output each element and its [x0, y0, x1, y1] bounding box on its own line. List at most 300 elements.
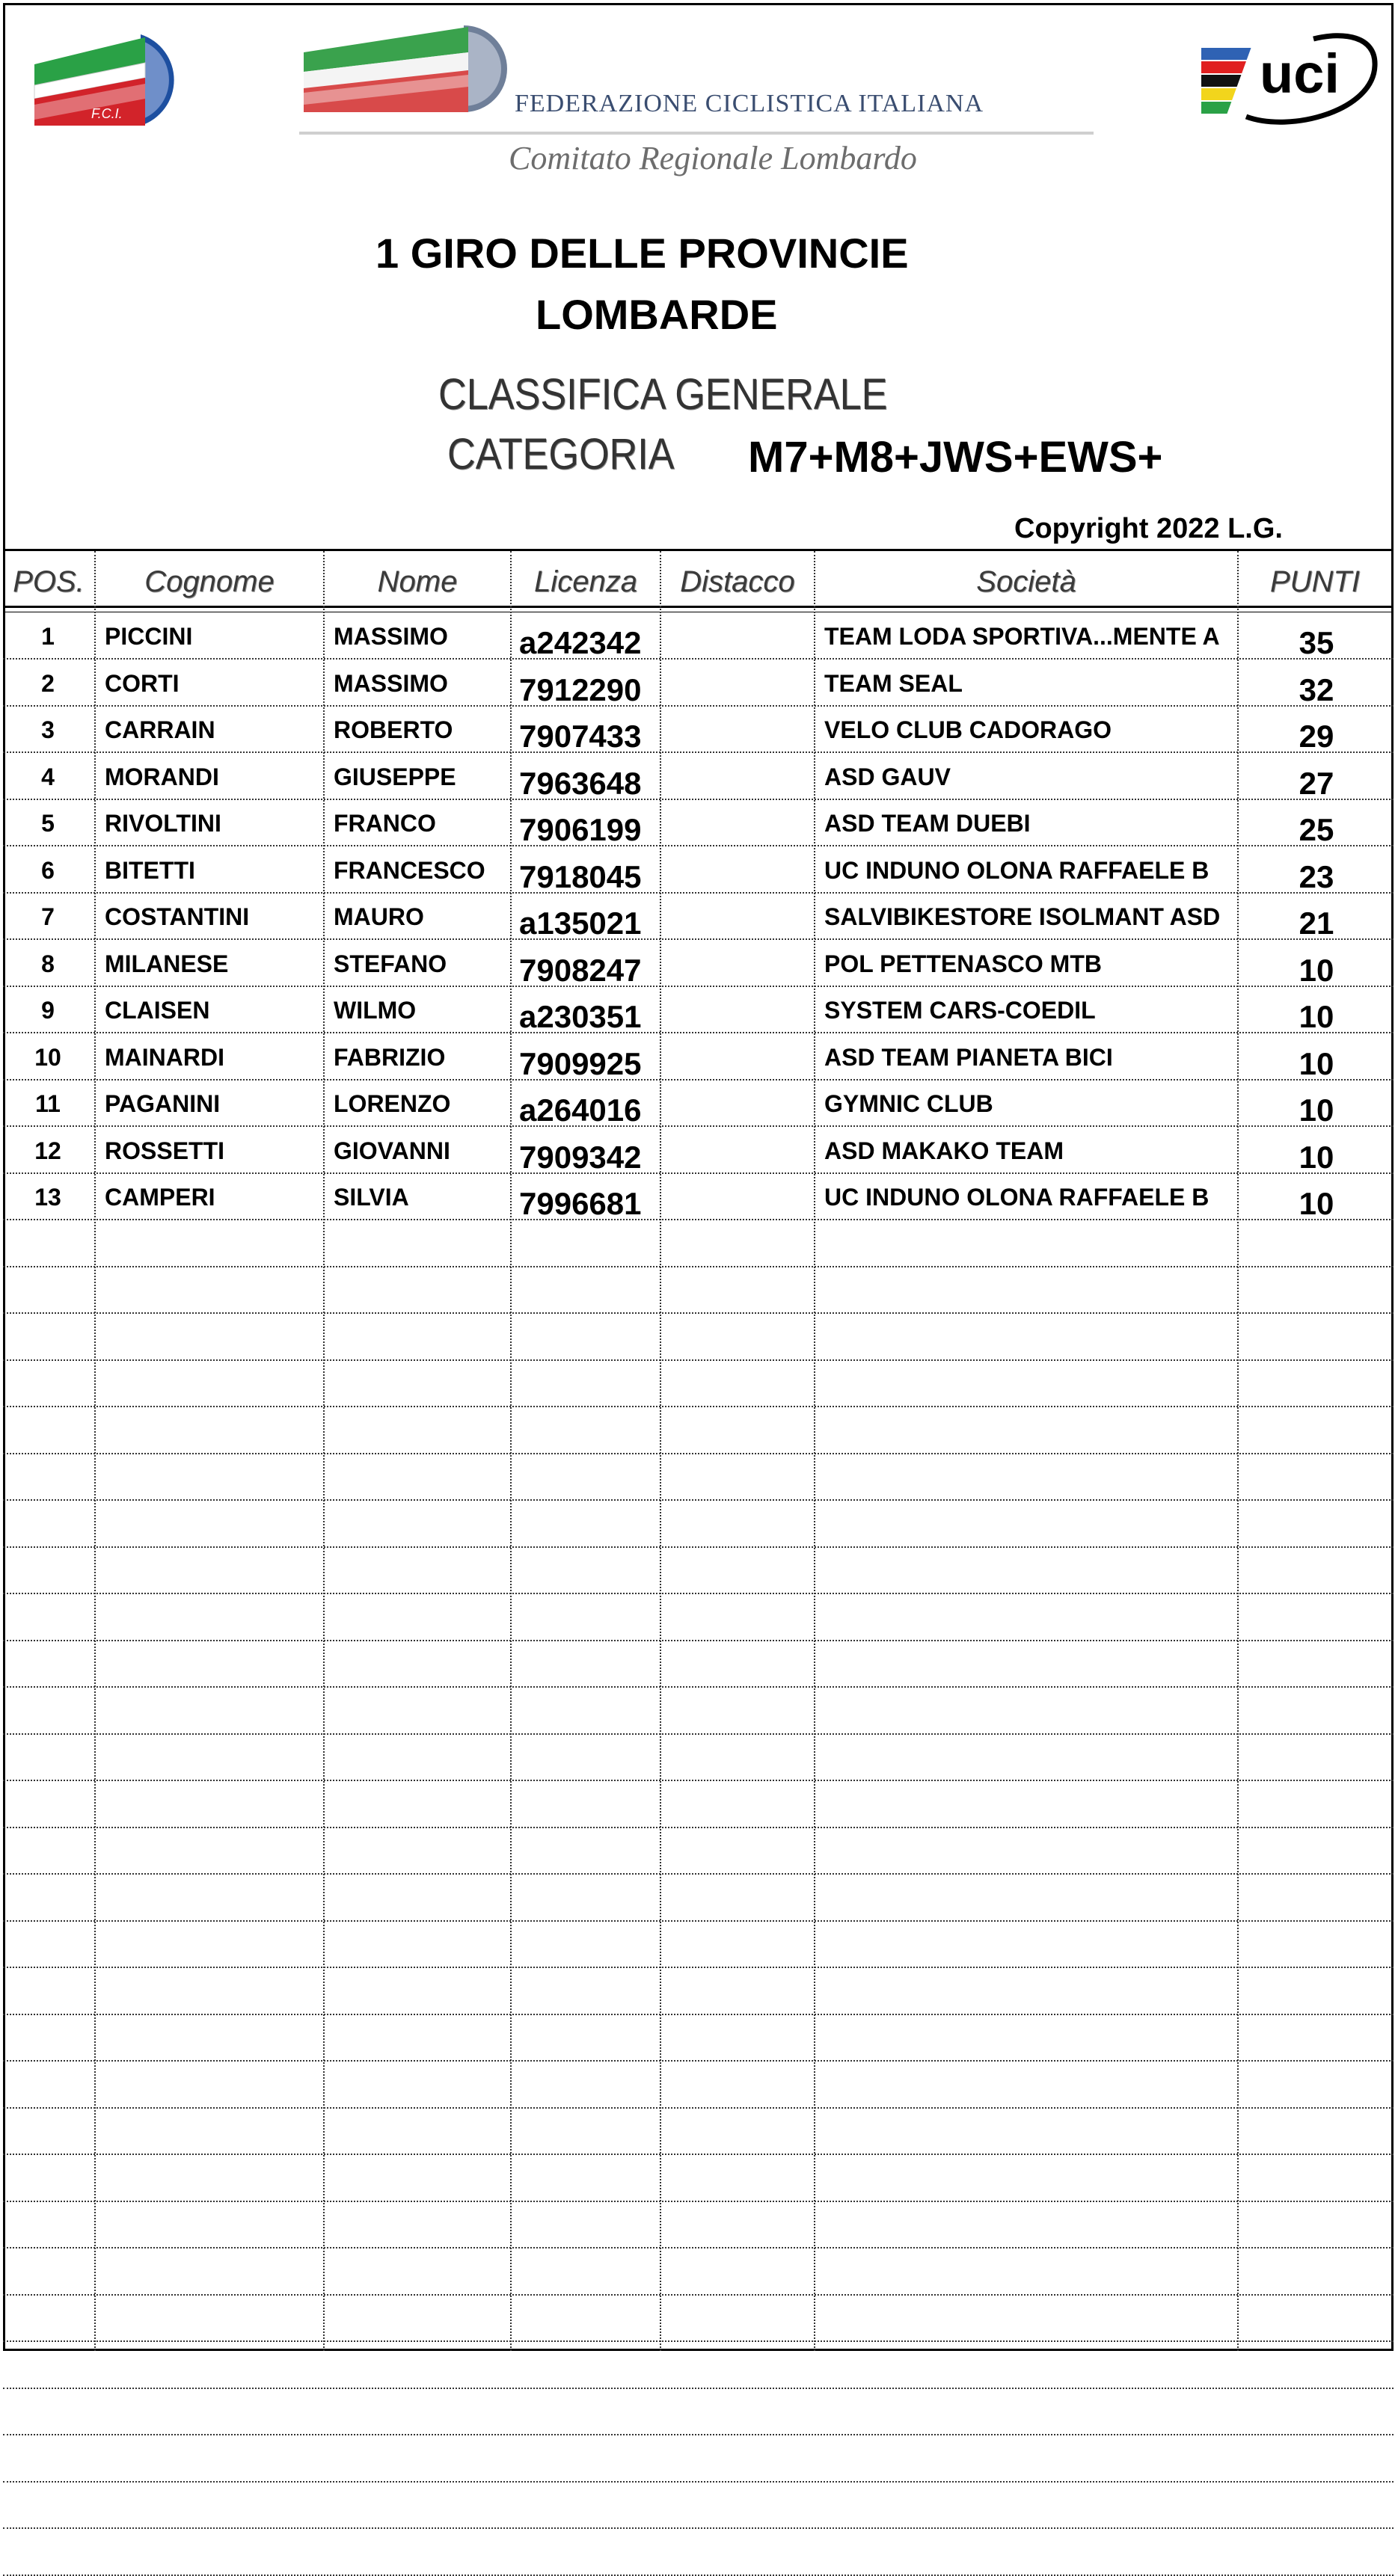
- cell-nome: [334, 2202, 510, 2248]
- cell-societa: [824, 2483, 1239, 2529]
- cell-societa: [824, 1828, 1239, 1875]
- cell-licenza: 7918045: [519, 858, 642, 894]
- cell-societa: [824, 2202, 1239, 2248]
- cell-societa: [824, 1501, 1239, 1548]
- cell-cognome: [105, 2156, 322, 2202]
- cell-societa: SALVIBIKESTORE ISOLMANT ASD: [824, 903, 1221, 930]
- cell-societa: [824, 2062, 1239, 2109]
- federation-flag-logo: [299, 22, 516, 120]
- cell-punti: [1242, 2249, 1391, 2296]
- table-row: [3, 1595, 1394, 1641]
- cell-cognome: [105, 2296, 322, 2342]
- cell-punti: [1242, 1361, 1391, 1407]
- table-row: [3, 847, 1394, 894]
- cell-nome: [334, 1735, 510, 1781]
- cell-societa: [824, 1875, 1239, 1922]
- cell-distacco: [664, 941, 814, 987]
- cell-nome: [334, 1548, 510, 1594]
- cell-distacco: [664, 1782, 814, 1828]
- cell-cognome: [105, 1782, 322, 1828]
- column-header-pos: POS.: [13, 565, 85, 598]
- cell-cognome: MILANESE: [105, 950, 229, 977]
- table-row: [3, 941, 1394, 987]
- cell-punti: [1242, 1828, 1391, 1875]
- cell-distacco: [664, 1548, 814, 1594]
- cell-distacco: [664, 2530, 814, 2576]
- cell-cognome: [105, 1969, 322, 2015]
- table-row: [3, 1174, 1394, 1220]
- federation-rule: [299, 132, 1094, 135]
- cell-distacco: [664, 613, 814, 660]
- cell-licenza: [519, 1454, 661, 1501]
- cell-pos: [6, 1408, 90, 1454]
- table-row: [3, 1641, 1394, 1688]
- cell-distacco: [664, 847, 814, 894]
- cell-licenza: [519, 1595, 661, 1641]
- cell-nome: [334, 2530, 510, 2576]
- cell-distacco: [664, 1454, 814, 1501]
- cell-punti: 27: [1299, 765, 1334, 800]
- cell-cognome: [105, 1221, 322, 1267]
- cell-nome: GIOVANNI: [334, 1137, 450, 1164]
- cell-pos: 5: [41, 810, 55, 837]
- cell-pos: [6, 2530, 90, 2576]
- cell-nome: [334, 1828, 510, 1875]
- cell-distacco: [664, 1828, 814, 1875]
- table-row: [3, 1267, 1394, 1314]
- cell-licenza: [519, 1875, 661, 1922]
- cell-licenza: 7906199: [519, 812, 642, 846]
- cell-licenza: [519, 2062, 661, 2109]
- table-row: [3, 1221, 1394, 1267]
- cell-pos: [6, 1641, 90, 1688]
- cell-societa: [824, 1969, 1239, 2015]
- cell-societa: ASD TEAM PIANETA BICI: [824, 1043, 1113, 1071]
- table-top-border: [3, 549, 1394, 551]
- cell-nome: [334, 2343, 510, 2389]
- cell-punti: 10: [1299, 999, 1334, 1033]
- cell-punti: [1242, 2156, 1391, 2202]
- cell-cognome: [105, 1595, 322, 1641]
- cell-societa: TEAM SEAL: [824, 669, 963, 697]
- cell-nome: GIUSEPPE: [334, 763, 456, 790]
- cell-punti: [1242, 2436, 1391, 2483]
- cell-societa: [824, 1782, 1239, 1828]
- cell-pos: [6, 1735, 90, 1781]
- cell-nome: [334, 1688, 510, 1735]
- cell-pos: [6, 1267, 90, 1314]
- cell-licenza: a242342: [519, 625, 642, 660]
- cell-distacco: [664, 1221, 814, 1267]
- cell-nome: [334, 2109, 510, 2155]
- cell-nome: [334, 2062, 510, 2109]
- cell-licenza: 7909342: [519, 1139, 642, 1174]
- cell-cognome: CAMPERI: [105, 1184, 215, 1211]
- cell-pos: [6, 1361, 90, 1407]
- cell-punti: 10: [1299, 1139, 1334, 1174]
- cell-licenza: [519, 1361, 661, 1407]
- table-row: [3, 707, 1394, 753]
- cell-licenza: [519, 1782, 661, 1828]
- fci-logo-text: F.C.I.: [91, 106, 123, 121]
- cell-licenza: [519, 1501, 661, 1548]
- cell-cognome: [105, 1315, 322, 1361]
- cell-licenza: [519, 1969, 661, 2015]
- cell-licenza: [519, 1828, 661, 1875]
- cell-cognome: [105, 1361, 322, 1407]
- copyright-notice: Copyright 2022 L.G.: [1014, 513, 1283, 544]
- cell-distacco: [664, 1267, 814, 1314]
- cell-cognome: [105, 1408, 322, 1454]
- cell-cognome: [105, 1548, 322, 1594]
- table-row: [3, 2156, 1394, 2202]
- cell-punti: [1242, 1688, 1391, 1735]
- cell-nome: MASSIMO: [334, 623, 448, 650]
- cell-nome: [334, 2015, 510, 2062]
- cell-distacco: [664, 1501, 814, 1548]
- cell-distacco: [664, 894, 814, 940]
- cell-licenza: [519, 2483, 661, 2529]
- cell-societa: TEAM LODA SPORTIVA...MENTE A: [824, 623, 1220, 650]
- table-row: [3, 894, 1394, 940]
- cell-societa: ASD TEAM DUEBI: [824, 810, 1031, 837]
- cell-cognome: PAGANINI: [105, 1090, 221, 1117]
- cell-distacco: [664, 987, 814, 1033]
- cell-distacco: [664, 1080, 814, 1127]
- cell-licenza: [519, 1922, 661, 1968]
- cell-punti: 10: [1299, 952, 1334, 987]
- cell-licenza: [519, 1315, 661, 1361]
- category-value: M7+M8+JWS+EWS+: [748, 433, 1163, 482]
- cell-societa: SYSTEM CARS-COEDIL: [824, 997, 1096, 1024]
- cell-societa: POL PETTENASCO MTB: [824, 950, 1102, 977]
- cell-licenza: [519, 2249, 661, 2296]
- cell-distacco: [664, 1969, 814, 2015]
- cell-nome: [334, 2296, 510, 2342]
- cell-licenza: 7996681: [519, 1186, 642, 1220]
- cell-punti: 10: [1299, 1045, 1334, 1080]
- cell-distacco: [664, 1361, 814, 1407]
- cell-cognome: [105, 2062, 322, 2109]
- cell-punti: 10: [1299, 1092, 1334, 1127]
- cell-distacco: [664, 1688, 814, 1735]
- cell-societa: [824, 2389, 1239, 2435]
- cell-licenza: [519, 2202, 661, 2248]
- cell-pos: 12: [34, 1137, 61, 1164]
- cell-licenza: 7963648: [519, 765, 642, 800]
- cell-nome: WILMO: [334, 997, 417, 1024]
- cell-punti: [1242, 1875, 1391, 1922]
- table-row: [3, 1548, 1394, 1594]
- cell-cognome: COSTANTINI: [105, 903, 250, 930]
- cell-punti: [1242, 1408, 1391, 1454]
- cell-punti: 21: [1299, 906, 1334, 940]
- cell-pos: [6, 1221, 90, 1267]
- cell-societa: [824, 2530, 1239, 2576]
- cell-punti: [1242, 2202, 1391, 2248]
- cell-societa: UC INDUNO OLONA RAFFAELE B: [824, 1184, 1210, 1211]
- table-row: [3, 1782, 1394, 1828]
- cell-societa: [824, 2296, 1239, 2342]
- cell-nome: [334, 1875, 510, 1922]
- cell-societa: [824, 1595, 1239, 1641]
- table-row: [3, 2062, 1394, 2109]
- cell-punti: [1242, 1454, 1391, 1501]
- cell-pos: [6, 1548, 90, 1594]
- cell-licenza: [519, 2156, 661, 2202]
- cell-licenza: a264016: [519, 1092, 642, 1127]
- cell-societa: [824, 1408, 1239, 1454]
- cell-societa: [824, 1221, 1239, 1267]
- race-title-line1: 1 GIRO DELLE PROVINCIE: [375, 230, 909, 277]
- cell-punti: 10: [1299, 1186, 1334, 1220]
- cell-societa: [824, 1641, 1239, 1688]
- cell-punti: 25: [1299, 812, 1334, 846]
- cell-cognome: [105, 2343, 322, 2389]
- table-row: [3, 2109, 1394, 2155]
- cell-pos: 10: [34, 1043, 61, 1071]
- cell-pos: [6, 1595, 90, 1641]
- cell-distacco: [664, 2296, 814, 2342]
- cell-societa: [824, 1548, 1239, 1594]
- cell-pos: [6, 2156, 90, 2202]
- cell-distacco: [664, 2343, 814, 2389]
- cell-pos: 13: [34, 1184, 61, 1211]
- cell-pos: [6, 1688, 90, 1735]
- column-header-distacco: Distacco: [680, 565, 795, 598]
- cell-punti: [1242, 2483, 1391, 2529]
- table-row: [3, 613, 1394, 660]
- cell-nome: [334, 2483, 510, 2529]
- cell-cognome: [105, 1875, 322, 1922]
- cell-cognome: [105, 2109, 322, 2155]
- table-row: [3, 1688, 1394, 1735]
- cell-societa: [824, 2109, 1239, 2155]
- cell-punti: [1242, 1501, 1391, 1548]
- cell-societa: ASD GAUV: [824, 763, 951, 790]
- cell-nome: [334, 1595, 510, 1641]
- cell-pos: [6, 1782, 90, 1828]
- cell-licenza: [519, 2015, 661, 2062]
- cell-cognome: MORANDI: [105, 763, 219, 790]
- cell-nome: MAURO: [334, 903, 424, 930]
- cell-punti: [1242, 2109, 1391, 2155]
- cell-nome: [334, 1315, 510, 1361]
- cell-punti: [1242, 1595, 1391, 1641]
- cell-cognome: [105, 2530, 322, 2576]
- cell-licenza: [519, 2389, 661, 2435]
- cell-punti: [1242, 2343, 1391, 2389]
- cell-pos: [6, 2062, 90, 2109]
- cell-distacco: [664, 1128, 814, 1174]
- table-row: [3, 1361, 1394, 1407]
- regional-committee: Comitato Regionale Lombardo: [509, 140, 917, 176]
- cell-licenza: [519, 1688, 661, 1735]
- cell-cognome: [105, 1828, 322, 1875]
- table-row: [3, 1501, 1394, 1548]
- cell-pos: [6, 1501, 90, 1548]
- cell-punti: [1242, 1641, 1391, 1688]
- cell-cognome: [105, 1454, 322, 1501]
- cell-cognome: BITETTI: [105, 856, 195, 884]
- table-row: [3, 1875, 1394, 1922]
- cell-pos: [6, 2202, 90, 2248]
- cell-distacco: [664, 1735, 814, 1781]
- cell-pos: [6, 1454, 90, 1501]
- table-row: [3, 1828, 1394, 1875]
- cell-cognome: CORTI: [105, 669, 180, 697]
- cell-nome: [334, 1408, 510, 1454]
- cell-pos: [6, 2249, 90, 2296]
- cell-cognome: [105, 1267, 322, 1314]
- cell-cognome: [105, 1501, 322, 1548]
- table-row: [3, 800, 1394, 846]
- cell-cognome: [105, 1688, 322, 1735]
- table-row: [3, 2343, 1394, 2389]
- cell-distacco: [664, 1875, 814, 1922]
- cell-societa: ASD MAKAKO TEAM: [824, 1137, 1064, 1164]
- cell-pos: 9: [41, 997, 55, 1024]
- cell-licenza: [519, 2436, 661, 2483]
- cell-punti: [1242, 1221, 1391, 1267]
- cell-nome: [334, 1641, 510, 1688]
- cell-punti: 23: [1299, 858, 1334, 894]
- table-row: [3, 754, 1394, 800]
- column-header-societa: Società: [976, 565, 1076, 598]
- cell-licenza: [519, 2296, 661, 2342]
- cell-distacco: [664, 2062, 814, 2109]
- cell-societa: [824, 1922, 1239, 1968]
- cell-pos: [6, 1315, 90, 1361]
- classification-title: CLASSIFICA GENERALE: [438, 370, 888, 419]
- cell-societa: [824, 2436, 1239, 2483]
- cell-cognome: CLAISEN: [105, 997, 210, 1024]
- cell-licenza: [519, 1641, 661, 1688]
- cell-cognome: PICCINI: [105, 623, 193, 650]
- table-row: [3, 1735, 1394, 1781]
- race-title-line2: LOMBARDE: [536, 291, 778, 338]
- cell-distacco: [664, 2109, 814, 2155]
- column-header-licenza: Licenza: [534, 565, 637, 598]
- cell-cognome: [105, 1735, 322, 1781]
- table-row: [3, 1922, 1394, 1968]
- cell-distacco: [664, 2249, 814, 2296]
- cell-cognome: CARRAIN: [105, 716, 215, 743]
- cell-distacco: [664, 660, 814, 707]
- cell-nome: FRANCO: [334, 810, 436, 837]
- cell-nome: [334, 2389, 510, 2435]
- cell-distacco: [664, 1174, 814, 1220]
- cell-nome: FRANCESCO: [334, 856, 485, 884]
- cell-nome: STEFANO: [334, 950, 447, 977]
- uci-logo-text: uci: [1260, 43, 1340, 105]
- table-row: [3, 2389, 1394, 2435]
- cell-punti: [1242, 2015, 1391, 2062]
- cell-societa: GYMNIC CLUB: [824, 1090, 993, 1117]
- cell-punti: [1242, 2389, 1391, 2435]
- cell-pos: [6, 2343, 90, 2389]
- cell-punti: [1242, 1267, 1391, 1314]
- cell-licenza: [519, 1408, 661, 1454]
- cell-societa: [824, 2343, 1239, 2389]
- cell-nome: [334, 1221, 510, 1267]
- table-row: [3, 2436, 1394, 2483]
- cell-licenza: [519, 1735, 661, 1781]
- cell-distacco: [664, 1641, 814, 1688]
- cell-societa: UC INDUNO OLONA RAFFAELE B: [824, 856, 1210, 884]
- cell-punti: 29: [1299, 719, 1334, 753]
- cell-cognome: [105, 2015, 322, 2062]
- cell-punti: [1242, 2296, 1391, 2342]
- cell-licenza: [519, 2530, 661, 2576]
- cell-distacco: [664, 1408, 814, 1454]
- cell-licenza: 7908247: [519, 952, 642, 987]
- cell-punti: [1242, 2062, 1391, 2109]
- cell-punti: [1242, 1548, 1391, 1594]
- cell-punti: 32: [1299, 671, 1334, 707]
- cell-pos: 3: [41, 716, 55, 743]
- cell-cognome: [105, 2436, 322, 2483]
- cell-distacco: [664, 2156, 814, 2202]
- table-row: [3, 2296, 1394, 2342]
- cell-nome: [334, 1782, 510, 1828]
- category-label: CATEGORIA: [447, 430, 675, 479]
- cell-societa: [824, 1361, 1239, 1407]
- cell-pos: [6, 2389, 90, 2435]
- cell-distacco: [664, 1034, 814, 1080]
- cell-societa: [824, 1735, 1239, 1781]
- cell-nome: [334, 1922, 510, 1968]
- cell-punti: [1242, 1735, 1391, 1781]
- table-row: [3, 1128, 1394, 1174]
- cell-pos: [6, 2436, 90, 2483]
- table-row: [3, 1408, 1394, 1454]
- table-row: [3, 2249, 1394, 2296]
- cell-pos: [6, 2015, 90, 2062]
- cell-cognome: [105, 2249, 322, 2296]
- cell-licenza: 7907433: [519, 719, 642, 753]
- table-row: [3, 1454, 1394, 1501]
- table-row: [3, 2015, 1394, 2062]
- cell-pos: [6, 1922, 90, 1968]
- cell-licenza: [519, 2109, 661, 2155]
- cell-nome: ROBERTO: [334, 716, 453, 743]
- cell-nome: MASSIMO: [334, 669, 448, 697]
- table-row: [3, 1034, 1394, 1080]
- cell-pos: 11: [35, 1090, 61, 1117]
- column-header-cognome: Cognome: [144, 565, 275, 598]
- cell-cognome: [105, 1641, 322, 1688]
- table-row: [3, 987, 1394, 1033]
- table-row: [3, 1969, 1394, 2015]
- cell-licenza: [519, 1548, 661, 1594]
- cell-nome: LORENZO: [334, 1090, 451, 1117]
- cell-licenza: [519, 2343, 661, 2389]
- cell-nome: [334, 1454, 510, 1501]
- cell-cognome: [105, 2483, 322, 2529]
- cell-cognome: [105, 1922, 322, 1968]
- cell-distacco: [664, 707, 814, 753]
- cell-licenza: [519, 1221, 661, 1267]
- cell-pos: 4: [41, 763, 55, 790]
- cell-punti: [1242, 1782, 1391, 1828]
- cell-nome: SILVIA: [334, 1184, 409, 1211]
- column-header-punti: PUNTI: [1270, 565, 1360, 598]
- cell-pos: [6, 2483, 90, 2529]
- cell-nome: [334, 2249, 510, 2296]
- table-row: [3, 2530, 1394, 2576]
- cell-societa: [824, 1315, 1239, 1361]
